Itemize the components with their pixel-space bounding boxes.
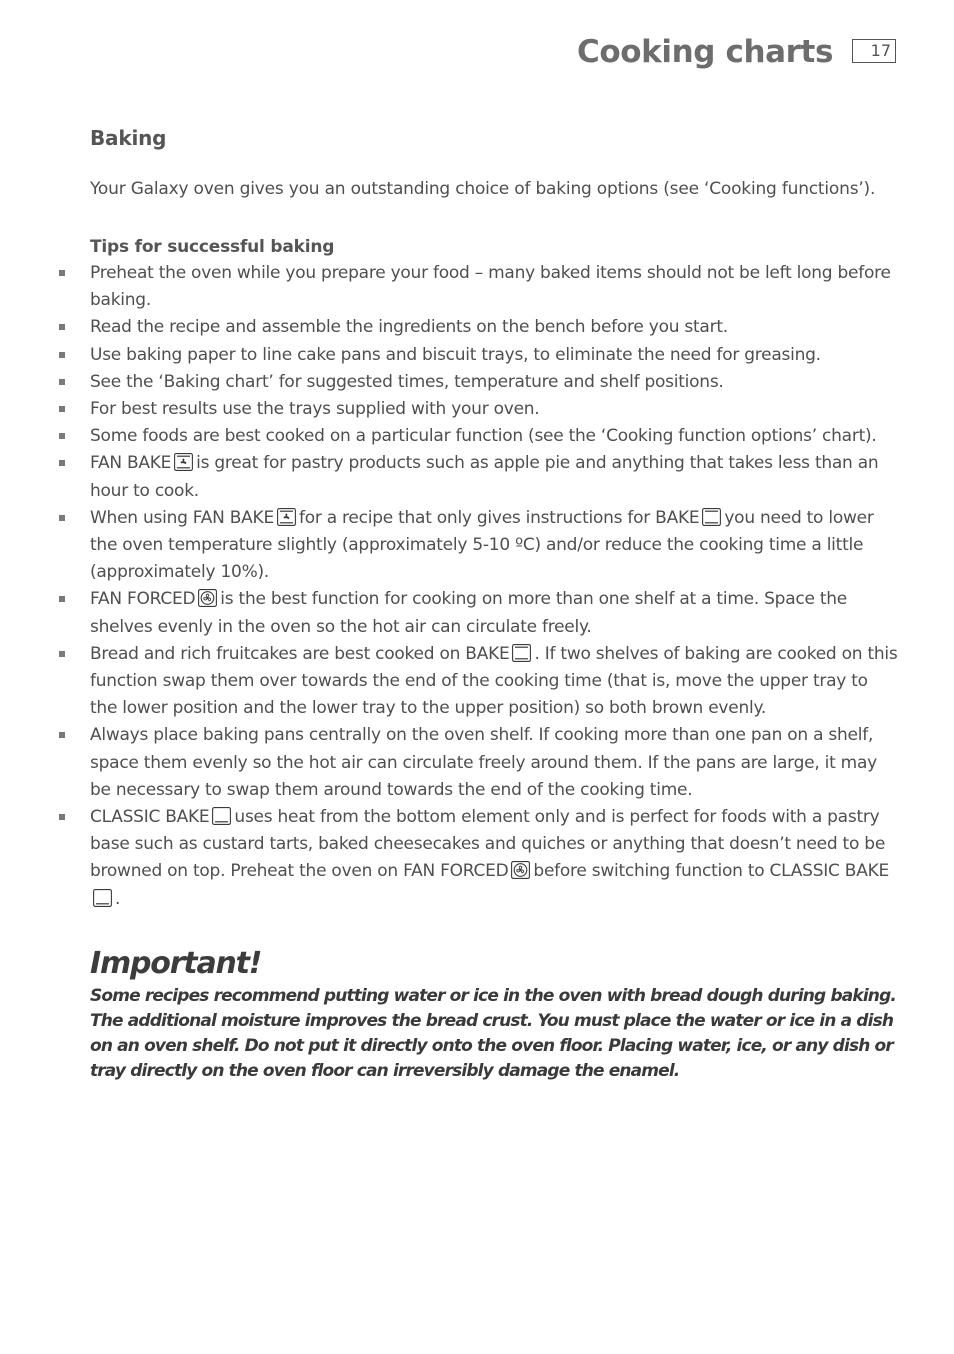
tip-text: is great for pastry products such as apple pie and anything that takes less than an hour to cook.	[90, 453, 879, 501]
tip-text: Preheat the oven while you prepare your food – many baked items should not be left long before baking.	[90, 263, 891, 311]
page-header	[577, 32, 896, 72]
tip-text: Some foods are best cooked on a particular function (see the ‘Cooking function options’ chart).	[90, 426, 877, 447]
tip-text: uses heat from the bottom element only and is perfect for foods with a pastry base such as custard tarts, baked cheesecakes and quiches or anything that doesn’t need to be browned on top. Preheat the oven on FAN FORCED	[90, 807, 886, 882]
tip-item	[90, 314, 900, 341]
intro-paragraph: Your Galaxy oven gives you an outstanding choice of baking options (see ‘Cooking functions’).	[90, 179, 876, 199]
fan-bake-icon	[174, 453, 193, 471]
classic-bake-icon	[93, 889, 112, 907]
section-heading: Baking	[90, 126, 167, 150]
tip-item	[90, 722, 900, 804]
tip-text: before switching function to CLASSIC BAKE	[533, 861, 889, 882]
classic-bake-icon	[212, 807, 231, 825]
tip-text: Use baking paper to line cake pans and biscuit trays, to eliminate the need for greasing.	[90, 344, 821, 365]
tip-text: Read the recipe and assemble the ingredients on the bench before you start.	[90, 317, 728, 338]
important-title: Important!	[90, 945, 262, 981]
page-number: 17	[852, 39, 896, 63]
tip-item	[90, 423, 900, 450]
tip-item	[90, 396, 900, 423]
tip-text: FAN BAKE	[90, 453, 172, 474]
tip-text: . If two shelves of baking are cooked on this function swap them over towards the end of the cooking time (that is, move the upper tray to the lower position and the lower tray to the upper position) so both brown evenly.	[90, 643, 898, 719]
tip-text: For best results use the trays supplied with your oven.	[90, 399, 540, 420]
tip-item	[90, 804, 900, 913]
bake-icon	[512, 644, 531, 662]
important-text: Some recipes recommend putting water or ice in the oven with bread dough during baking. The additional moisture improves the bread crust. You must place the water or ice in a dish on an oven shelf. Do not put it directly onto the oven floor. Placing water, ice, or any dish or tray directly on the oven floor can irreversibly damage the enamel.	[90, 985, 896, 1081]
tip-text: Always place baking pans centrally on the oven shelf. If cooking more than one pan on a shelf, space them evenly so the hot air can circulate freely around them. If the pans are large, it may be necessary to swap them around towards the end of the cooking time.	[90, 725, 877, 800]
main-content	[90, 124, 900, 1084]
bake-icon	[702, 508, 721, 526]
tip-item	[90, 505, 900, 587]
tip-item	[90, 586, 900, 640]
page-title: Cooking charts	[577, 34, 833, 70]
tip-text: FAN FORCED	[90, 589, 196, 610]
tip-text: .	[115, 888, 121, 909]
fan-forced-icon	[198, 589, 217, 607]
tip-item	[90, 260, 900, 314]
fan-forced-icon	[511, 861, 530, 879]
tip-text: Bread and rich fruitcakes are best cooked on BAKE	[90, 643, 510, 664]
tip-item	[90, 450, 900, 504]
tip-item	[90, 641, 900, 723]
tip-text: is the best function for cooking on more than one shelf at a time. Space the shelves evenly in the oven so the hot air can circulate freely.	[90, 589, 847, 637]
fan-bake-icon	[277, 508, 296, 526]
tip-text: See the ‘Baking chart’ for suggested times, temperature and shelf positions.	[90, 371, 724, 392]
tip-item	[90, 369, 900, 396]
tip-text: you need to lower the oven temperature slightly (approximately 5-10 ºC) and/or reduce the cooking time a little (approximately 10%).	[90, 507, 874, 583]
tip-text: When using FAN BAKE	[90, 507, 274, 528]
tips-list	[90, 260, 900, 913]
tip-text: for a recipe that only gives instructions for BAKE	[298, 507, 700, 528]
tip-text: CLASSIC BAKE	[90, 807, 210, 828]
tip-item	[90, 342, 900, 369]
tips-heading: Tips for successful baking	[90, 237, 335, 257]
